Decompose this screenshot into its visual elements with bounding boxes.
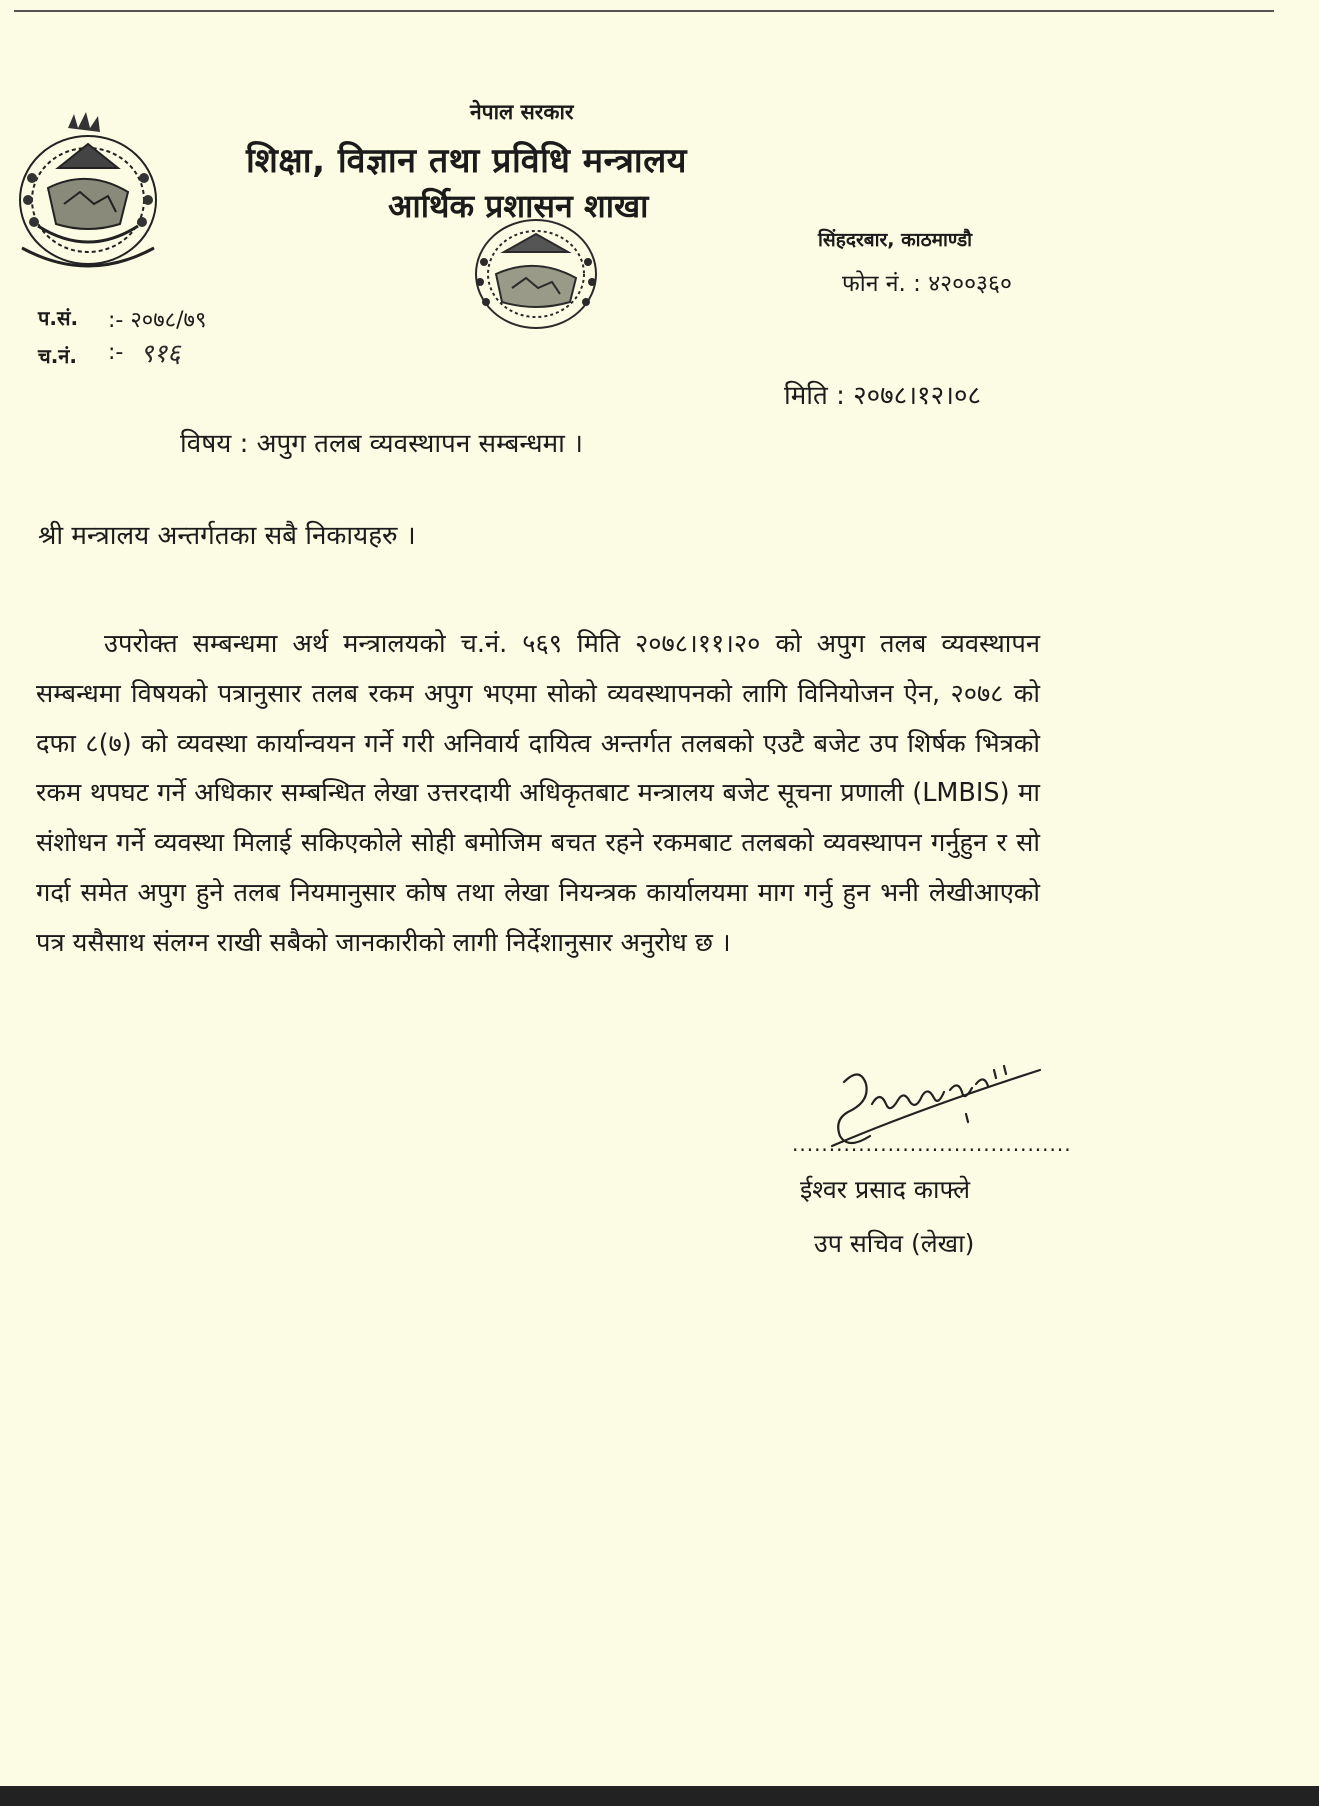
- letter-date: मिति : २०७८।१२।०८: [784, 381, 981, 411]
- letter-subject: विषय : अपुग तलब व्यवस्थापन सम्बन्धमा ।: [180, 429, 583, 459]
- chn-handwritten: ९१६: [140, 339, 181, 369]
- chn-label: च.नं.: [38, 344, 77, 368]
- signer-name: ईश्वर प्रसाद काफ्ले: [800, 1175, 971, 1204]
- ministry-name: शिक्षा, विज्ञान तथा प्रविधि मन्त्रालय: [246, 141, 687, 181]
- ps-label: प.सं.: [38, 306, 79, 330]
- signature-dots: ......................................: [792, 1132, 1072, 1156]
- top-rule: [14, 10, 1274, 12]
- letter-salutation: श्री मन्त्रालय अन्तर्गतका सबै निकायहरु ।: [38, 521, 416, 551]
- phone-number: फोन नं. : ४२००३६०: [842, 271, 1012, 297]
- ps-value: :- २०७८/७९: [108, 308, 207, 333]
- nepal-emblem-icon: [8, 108, 168, 276]
- office-address: सिंहदरबार, काठमाण्डौ: [818, 229, 973, 251]
- branch-name: आर्थिक प्रशासन शाखा: [388, 187, 649, 225]
- government-name: नेपाल सरकार: [470, 100, 574, 124]
- chn-value: :-: [108, 340, 124, 365]
- signer-title: उप सचिव (लेखा): [814, 1229, 975, 1258]
- letter-body: उपरोक्त सम्बन्धमा अर्थ मन्त्रालयको च.नं. ५६९ मिति २०७८।११।२० को अपुग तलब व्यवस्थापन सम्बन्धमा विषयको पत्रानुसार तलब रकम अपुग भएमा सोको व्यवस्थापनको लागि विनियोजन ऐन, २०७८ को दफा ८(७) को व्यवस्था कार्यान्वयन गर्ने गरी अनिवार्य दायित्व अन्तर्गत तलबको एउटै बजेट उप शिर्षक भित्रको रकम थपघट गर्ने अधिकार सम्बन्धित लेखा उत्तरदायी अधिकृतबाट मन्त्रालय बजेट सूचना प्रणाली (LMBIS) मा संशोधन गर्ने व्यवस्था मिलाई सकिएकोले सोही बमोजिम बचत रहने रकमबाट तलबको व्यवस्थापन गर्नुहुन र सो गर्दा समेत अपुग हुने तलब नियमानुसार कोष तथा लेखा नियन्त्रक कार्यालयमा माग गर्नु हुन भनी लेखीआएको पत्र यसैसाथ संलग्न राखी सबैको जानकारीको लागी निर्देशानुसार अनुरोध छ ।: [36, 629, 1040, 958]
- bottom-band: [0, 1786, 1319, 1806]
- ministry-stamp-icon: [420, 212, 660, 412]
